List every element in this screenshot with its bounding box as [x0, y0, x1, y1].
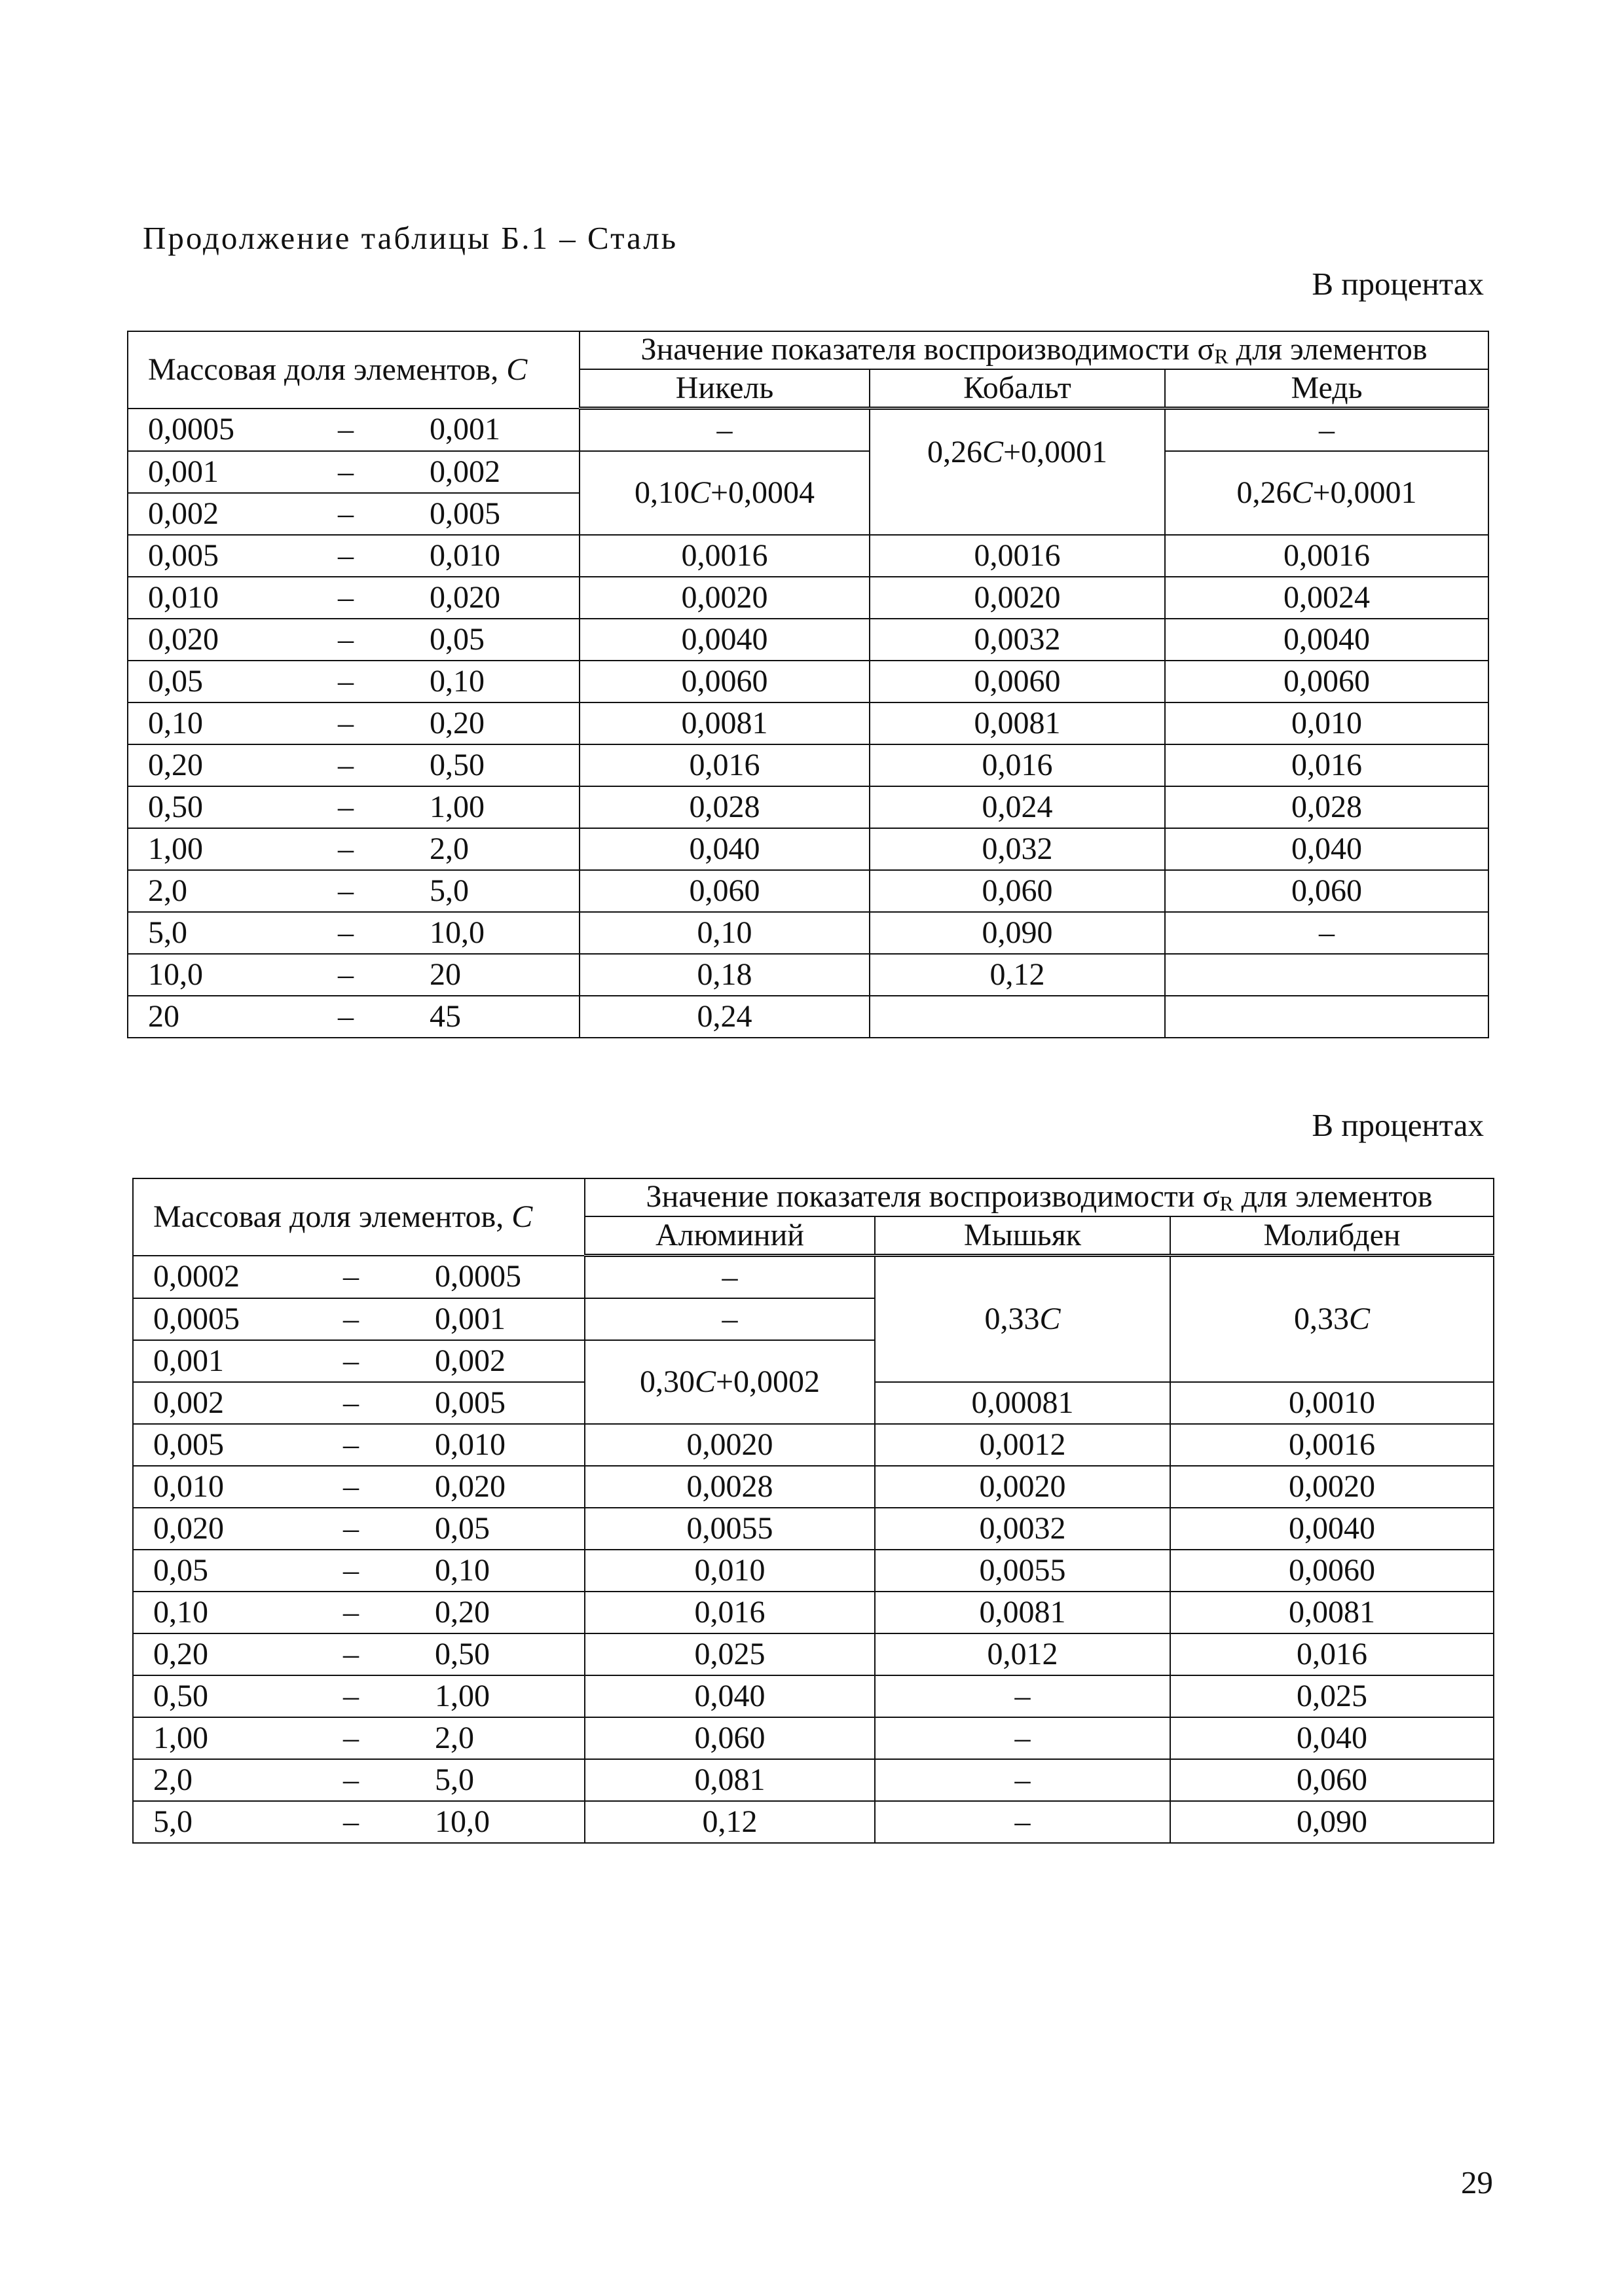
range-dash: – [338, 664, 354, 699]
range-dash: – [343, 1804, 359, 1839]
range-to: 0,020 [430, 580, 500, 615]
range-to: 5,0 [435, 1762, 474, 1797]
range-to: 0,05 [430, 622, 485, 657]
table-cell: 0,0040 [1170, 1508, 1494, 1550]
range-to: 0,10 [430, 664, 485, 699]
range-from: 2,0 [148, 873, 187, 908]
range-dash: – [343, 1762, 359, 1797]
table-cell: 0,040 [580, 828, 870, 870]
range-to: 45 [430, 999, 461, 1034]
range-cell [128, 409, 580, 452]
range-cell [133, 1759, 585, 1801]
range-from: 0,0005 [148, 412, 234, 447]
table-cell: 0,18 [580, 954, 870, 996]
table-cell: 0,016 [585, 1592, 875, 1633]
table-cell: 0,028 [580, 786, 870, 828]
table-cell: 0,032 [870, 828, 1165, 870]
table-cell: 0,016 [870, 744, 1165, 786]
row-header: Массовая доля элементов, C [133, 1178, 585, 1256]
range-cell [133, 1466, 585, 1508]
table-cell: 0,0081 [580, 702, 870, 744]
column-header: Кобальт [870, 369, 1165, 409]
table-cell: 0,040 [1165, 828, 1488, 870]
range-to: 0,001 [430, 412, 500, 447]
range-from: 0,005 [153, 1427, 224, 1462]
units-label-2: В процентах [1312, 1107, 1484, 1143]
table-cell: 0,0016 [1170, 1424, 1494, 1466]
table-cell: 0,12 [585, 1801, 875, 1843]
table-cell: 0,010 [1165, 702, 1488, 744]
range-from: 0,10 [148, 706, 203, 740]
column-header: Молибден [1170, 1216, 1494, 1256]
range-dash: – [338, 622, 354, 657]
table-cell: – [585, 1298, 875, 1340]
table-cell-merged: 0,26C+0,0001 [870, 409, 1165, 536]
range-dash: – [343, 1679, 359, 1713]
table-cell: 0,060 [1170, 1759, 1494, 1801]
range-to: 20 [430, 957, 461, 992]
range-to: 2,0 [435, 1721, 474, 1755]
row-header: Массовая доля элементов, C [128, 331, 580, 409]
table-cell: 0,0040 [580, 619, 870, 661]
range-from: 0,001 [148, 454, 219, 489]
range-to: 0,10 [435, 1553, 490, 1588]
table-cell: – [585, 1256, 875, 1299]
range-from: 0,05 [148, 664, 203, 699]
range-from: 5,0 [148, 915, 187, 950]
table-cell: – [1165, 409, 1488, 452]
table-cell: 0,040 [585, 1675, 875, 1717]
range-to: 0,005 [430, 496, 500, 531]
range-cell [133, 1801, 585, 1843]
range-dash: – [338, 748, 354, 782]
table-cell [1165, 996, 1488, 1038]
table-cell: 0,0020 [875, 1466, 1170, 1508]
table-caption: Продолжение таблицы Б.1 – Сталь [143, 220, 678, 256]
range-cell [133, 1256, 585, 1299]
table-cell: 0,0020 [580, 577, 870, 619]
table-cell: 0,0060 [580, 661, 870, 702]
column-header: Медь [1165, 369, 1488, 409]
range-from: 0,020 [148, 622, 219, 657]
table-cell: 0,0010 [1170, 1382, 1494, 1424]
range-from: 5,0 [153, 1804, 193, 1839]
range-dash: – [338, 412, 354, 447]
range-cell [128, 828, 580, 870]
range-from: 0,010 [148, 580, 219, 615]
range-from: 0,20 [148, 748, 203, 782]
range-cell [128, 493, 580, 535]
table-cell: 0,12 [870, 954, 1165, 996]
range-dash: – [338, 790, 354, 824]
table-cell: 0,0081 [870, 702, 1165, 744]
range-cell [133, 1633, 585, 1675]
range-cell [133, 1592, 585, 1633]
table-cell: 0,016 [580, 744, 870, 786]
table-cell: 0,0081 [1170, 1592, 1494, 1633]
sigma-subscript: R [1219, 1192, 1234, 1215]
table-cell-merged: 0,26C+0,0001 [1165, 451, 1488, 535]
group-header: Значение показателя воспроизводимости σR для элементов [580, 331, 1488, 369]
range-dash: – [338, 538, 354, 573]
range-to: 10,0 [430, 915, 485, 950]
range-to: 0,50 [435, 1637, 490, 1671]
range-cell [128, 619, 580, 661]
range-cell [128, 954, 580, 996]
table-cell-merged: 0,10C+0,0004 [580, 451, 870, 535]
table-cell: 0,060 [585, 1717, 875, 1759]
range-cell [133, 1675, 585, 1717]
range-dash: – [343, 1553, 359, 1588]
range-cell [133, 1382, 585, 1424]
range-cell [128, 577, 580, 619]
range-dash: – [343, 1427, 359, 1462]
range-from: 20 [148, 999, 179, 1034]
table-cell-merged: 0,33C [1170, 1256, 1494, 1383]
table-cell: 0,0016 [870, 535, 1165, 577]
range-cell [128, 996, 580, 1038]
range-dash: – [343, 1637, 359, 1671]
range-to: 0,010 [430, 538, 500, 573]
table-cell: 0,0024 [1165, 577, 1488, 619]
range-to: 10,0 [435, 1804, 490, 1839]
column-header: Мышьяк [875, 1216, 1170, 1256]
table-cell: 0,0055 [585, 1508, 875, 1550]
table-cell: 0,060 [870, 870, 1165, 912]
table-cell: 0,0032 [875, 1508, 1170, 1550]
range-to: 2,0 [430, 831, 469, 866]
range-from: 0,002 [148, 496, 219, 531]
column-header: Никель [580, 369, 870, 409]
range-from: 0,005 [148, 538, 219, 573]
range-dash: – [338, 831, 354, 866]
range-cell [133, 1717, 585, 1759]
group-header: Значение показателя воспроизводимости σR для элементов [585, 1178, 1494, 1216]
range-dash: – [343, 1343, 359, 1378]
table-cell: 0,0055 [875, 1550, 1170, 1592]
table-cell: 0,0032 [870, 619, 1165, 661]
table-cell: 0,081 [585, 1759, 875, 1801]
range-dash: – [343, 1595, 359, 1630]
range-dash: – [338, 957, 354, 992]
table-cell: 0,10 [580, 912, 870, 954]
table-cell: – [875, 1801, 1170, 1843]
range-from: 0,20 [153, 1637, 208, 1671]
range-to: 0,010 [435, 1427, 506, 1462]
range-from: 1,00 [153, 1721, 208, 1755]
range-to: 0,50 [430, 748, 485, 782]
range-dash: – [343, 1511, 359, 1546]
table-cell: 0,0020 [1170, 1466, 1494, 1508]
sigma-symbol: σ [1202, 1179, 1220, 1214]
sigma-subscript: R [1214, 344, 1228, 368]
sigma-symbol: σ [1197, 332, 1215, 367]
range-cell [128, 786, 580, 828]
range-dash: – [338, 873, 354, 908]
table-cell: 0,025 [585, 1633, 875, 1675]
table-cell-merged: 0,30C+0,0002 [585, 1340, 875, 1424]
range-cell [128, 535, 580, 577]
range-to: 0,005 [435, 1385, 506, 1420]
table-aluminium-arsenic-molybdenum [132, 1178, 1494, 1844]
range-from: 0,020 [153, 1511, 224, 1546]
range-cell [133, 1550, 585, 1592]
table-cell: – [875, 1675, 1170, 1717]
table-cell: 0,060 [1165, 870, 1488, 912]
range-to: 5,0 [430, 873, 469, 908]
range-to: 0,20 [435, 1595, 490, 1630]
range-from: 0,0002 [153, 1259, 240, 1294]
range-to: 0,05 [435, 1511, 490, 1546]
range-from: 0,50 [153, 1679, 208, 1713]
range-dash: – [343, 1721, 359, 1755]
range-from: 10,0 [148, 957, 203, 992]
range-cell [133, 1298, 585, 1340]
range-to: 0,020 [435, 1469, 506, 1504]
range-to: 0,002 [430, 454, 500, 489]
column-header: Алюминий [585, 1216, 875, 1256]
table-cell: – [875, 1717, 1170, 1759]
table-cell [1165, 954, 1488, 996]
range-from: 1,00 [148, 831, 203, 866]
range-cell [128, 702, 580, 744]
range-from: 0,10 [153, 1595, 208, 1630]
table-cell: 0,0060 [1170, 1550, 1494, 1592]
units-label-1: В процентах [1312, 266, 1484, 302]
table-cell: 0,090 [1170, 1801, 1494, 1843]
table-cell: 0,0016 [1165, 535, 1488, 577]
range-dash: – [338, 496, 354, 531]
range-to: 1,00 [430, 790, 485, 824]
table-cell: 0,24 [580, 996, 870, 1038]
range-cell [133, 1340, 585, 1382]
table-cell: – [1165, 912, 1488, 954]
range-cell [128, 912, 580, 954]
range-cell [133, 1424, 585, 1466]
table-cell: 0,0060 [1165, 661, 1488, 702]
table-cell: 0,016 [1165, 744, 1488, 786]
table-nickel-cobalt-copper [127, 331, 1489, 1038]
range-cell [128, 451, 580, 493]
table-cell: 0,00081 [875, 1382, 1170, 1424]
table-cell: 0,024 [870, 786, 1165, 828]
range-dash: – [343, 1469, 359, 1504]
table-cell: 0,0016 [580, 535, 870, 577]
table-cell: 0,016 [1170, 1633, 1494, 1675]
range-dash: – [338, 999, 354, 1034]
page-number: 29 [1461, 2164, 1493, 2200]
range-dash: – [338, 706, 354, 740]
range-cell [128, 870, 580, 912]
table-cell: 0,0040 [1165, 619, 1488, 661]
table-cell: 0,0012 [875, 1424, 1170, 1466]
table-cell: 0,0081 [875, 1592, 1170, 1633]
table-cell: – [580, 409, 870, 452]
table-cell: 0,060 [580, 870, 870, 912]
table-cell: 0,0020 [585, 1424, 875, 1466]
table-cell: 0,090 [870, 912, 1165, 954]
range-to: 1,00 [435, 1679, 490, 1713]
range-to: 0,002 [435, 1343, 506, 1378]
table-cell: 0,040 [1170, 1717, 1494, 1759]
range-from: 0,001 [153, 1343, 224, 1378]
table-cell: – [875, 1759, 1170, 1801]
range-dash: – [343, 1259, 359, 1294]
range-cell [128, 661, 580, 702]
range-from: 0,002 [153, 1385, 224, 1420]
range-cell [128, 744, 580, 786]
range-to: 0,0005 [435, 1259, 521, 1294]
range-cell [133, 1508, 585, 1550]
range-from: 0,05 [153, 1553, 208, 1588]
table-cell: 0,0028 [585, 1466, 875, 1508]
range-from: 2,0 [153, 1762, 193, 1797]
range-to: 0,001 [435, 1302, 506, 1336]
range-dash: – [343, 1302, 359, 1336]
table-cell: 0,025 [1170, 1675, 1494, 1717]
table-cell-merged: 0,33C [875, 1256, 1170, 1383]
range-from: 0,0005 [153, 1302, 240, 1336]
range-to: 0,20 [430, 706, 485, 740]
table-cell [870, 996, 1165, 1038]
table-cell: 0,012 [875, 1633, 1170, 1675]
table-cell: 0,0020 [870, 577, 1165, 619]
table-cell: 0,0060 [870, 661, 1165, 702]
range-dash: – [338, 915, 354, 950]
range-dash: – [343, 1385, 359, 1420]
range-dash: – [338, 580, 354, 615]
range-dash: – [338, 454, 354, 489]
range-from: 0,010 [153, 1469, 224, 1504]
table-cell: 0,028 [1165, 786, 1488, 828]
range-from: 0,50 [148, 790, 203, 824]
table-cell: 0,010 [585, 1550, 875, 1592]
